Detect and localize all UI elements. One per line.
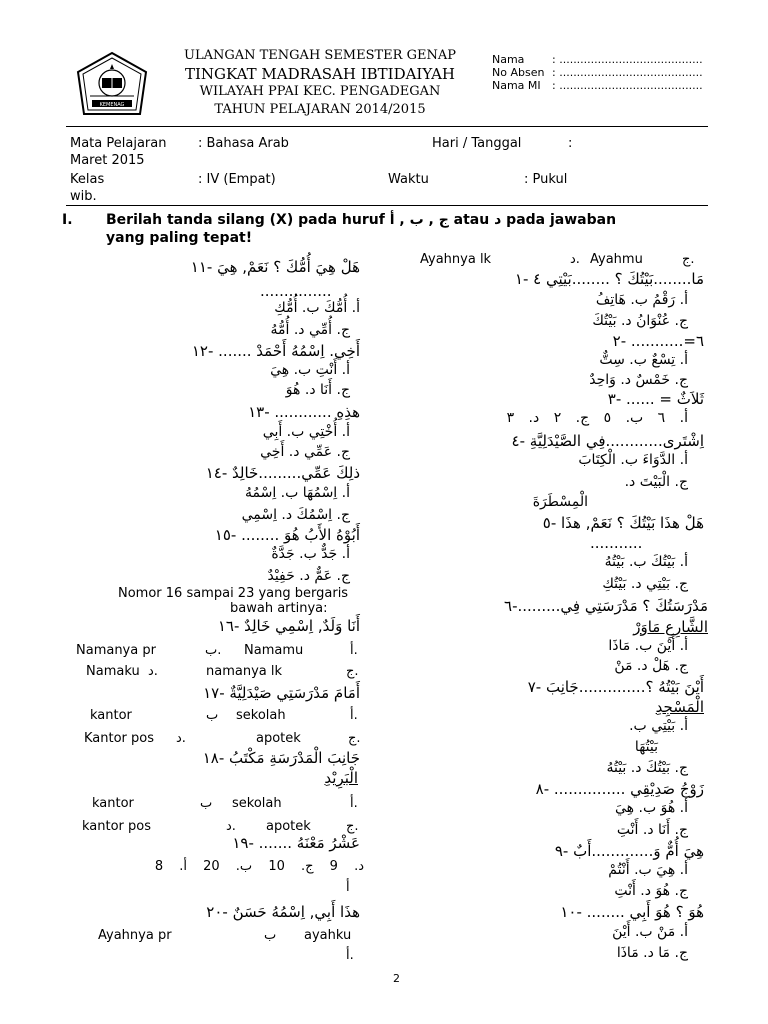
nomor-note-line2: bawah artinya: [230, 601, 328, 616]
q15-options-cd[interactable]: ج. عَمٌّ د. حَفِيْدٌ [267, 568, 350, 584]
q6-text: مَدْرَسَتُكَ ؟ مَدْرَسَتِي فِي.........-٦ [504, 597, 708, 615]
header-line3: WILAYAH PPAI KEC. PENGADEGAN [199, 84, 441, 99]
q14-text: ذلِكَ عَمِّي.........خَالِدٌ -١٤ [205, 464, 360, 482]
mapel-label: Mata Pelajaran [70, 136, 167, 151]
q18-option-c-label: ج. [346, 819, 359, 834]
kelas-value: : IV (Empat) [198, 172, 276, 187]
nama-mi-field[interactable]: : ......................................... [552, 79, 703, 92]
q12-options-cd[interactable]: ج. أَنَا د. هُوَ [285, 382, 350, 398]
q1-text: مَا........بَيْتُكَ ؟ ........بَيْتِي ٤ -١ [514, 270, 704, 288]
top-option-d-label: د. [570, 252, 580, 267]
hari-label: Hari / Tanggal [432, 136, 522, 151]
q15-text: أَبُوْهُ الأَبُ هُوَ ........ -١٥ [214, 526, 360, 544]
q5-options-ab[interactable]: أ. بَيْتُكَ ب. بَيْتُهُ [604, 554, 688, 570]
q13-options-ab[interactable]: أ. أُخْتِي ب. أَبِي [262, 424, 350, 440]
q20-option-b-label: ب [264, 928, 277, 943]
q20-option-a-text[interactable]: Ayahnya pr [98, 928, 172, 943]
q7-options-ab[interactable]: أ. بَيْتِي ب. [629, 718, 688, 734]
instruction-number: I. [62, 212, 73, 228]
q16-option-c-text[interactable]: namanya lk [206, 664, 283, 679]
kemenag-logo [74, 50, 150, 124]
q15-options-ab[interactable]: أ. جَدٌّ ب. جَدَّةٌ [271, 546, 350, 562]
no-absen-label: No Absen [492, 66, 545, 79]
q9-options-ab[interactable]: أ. هِيَ ب. أَنْتُمْ [608, 862, 688, 878]
logo-text: KEMENAG [99, 102, 125, 108]
q16-option-a-text[interactable]: Namanya pr [76, 643, 156, 658]
q20-option-a-label: أ. [346, 948, 354, 963]
q11-options-cd[interactable]: ج. أُمِّي د. أُمُّهُ [270, 322, 350, 338]
q17-option-d-text[interactable]: Kantor pos [84, 731, 155, 746]
top-option-c-label: ج. [682, 252, 695, 267]
q7-options-cd[interactable]: ج. بَيْتُكَ د. بَيْتُهُ [606, 760, 688, 776]
q16-option-b-text[interactable]: Namamu [244, 643, 304, 658]
q4-text: اِشْتَرى............فِي الصَّيْدَلِيَّةِ -٤ [511, 432, 704, 450]
nama-field[interactable]: : ......................................... [552, 53, 703, 66]
q17-option-a-text[interactable]: sekolah [236, 708, 286, 723]
q10-options-cd[interactable]: ج. مَا د. مَاذَا [616, 945, 688, 961]
q6-text-cont: الشَّارِعِ مَاوَرْ [633, 618, 708, 636]
q18-option-d-label: د. [226, 819, 236, 834]
q16-option-c-label: ج. [346, 664, 359, 679]
q6-options-ab[interactable]: أ. أَيْنَ ب. مَاذَا [608, 638, 688, 654]
q7-option-b[interactable]: بَيْتُهَا [634, 739, 658, 755]
nama-label: Nama [492, 53, 525, 66]
nama-mi-label: Nama MI [492, 79, 541, 92]
q12-options-ab[interactable]: أ. أَنْتِ ب. هِيَ [270, 362, 350, 378]
q5-options-cd[interactable]: ج. بَيْتِي د. بَيْتُكِ [602, 576, 688, 592]
q17-option-c-text[interactable]: apotek [256, 731, 301, 746]
meta-divider [66, 205, 708, 206]
q10-options-ab[interactable]: أ. مَنْ ب. أَيْنَ [612, 924, 688, 940]
q2-options-cd[interactable]: ج. خَمْسٌ د. وَاحِدٌ [589, 372, 688, 388]
pukul-value: : Pukul [524, 172, 568, 187]
mapel-value: : Bahasa Arab [198, 136, 289, 151]
q14-options-cd[interactable]: ج. اِسْمُكَ د. اِسْمِي [241, 507, 350, 523]
kelas-label: Kelas [70, 172, 105, 187]
q11-options-ab[interactable]: أ. أُمُّكَ ب. أُمُّكِ [274, 300, 360, 316]
header-line2: TINGKAT MADRASAH IBTIDAIYAH [184, 65, 456, 83]
q18-option-a-text[interactable]: sekolah [232, 796, 282, 811]
nomor-note-line1: Nomor 16 sampai 23 yang bergaris [118, 586, 349, 601]
q16-option-d-text[interactable]: Namaku [86, 664, 140, 679]
q3-options[interactable]: أ. ٦ ب. ٥ ج. ٢ د. ٣ [506, 410, 688, 426]
top-option-text[interactable]: Ayahnya lk [420, 252, 492, 267]
q18-option-b-label: ب [200, 796, 213, 811]
q3-text: ثَلاَثٌ = ...... -٣ [607, 390, 704, 408]
q17-option-c-label: ج. [348, 731, 361, 746]
q2-options-ab[interactable]: أ. تِسْعٌ ب. سِتٌّ [599, 352, 688, 368]
q14-options-ab[interactable]: أ. اِسْمُهَا ب. اِسْمُهُ [245, 485, 350, 501]
waktu-label: Waktu [388, 172, 429, 187]
q19-text: عَشْرُ مَعْنَهُ ....... -١٩ [232, 834, 360, 852]
q16-option-a-label: أ. [350, 643, 358, 658]
q1-options-cd[interactable]: ج. عُنْوَانُ د. بَيْتُكَ [592, 313, 688, 329]
q11-blank: ............... [260, 282, 332, 300]
q18-option-b-text[interactable]: kantor [92, 796, 134, 811]
q1-options-ab[interactable]: أ. رَقْمُ ب. هَاتِفُ [595, 292, 688, 308]
header-line4: TAHUN PELAJARAN 2014/2015 [214, 102, 426, 117]
q18-option-a-label: أ. [350, 796, 358, 811]
q12-text: أَخِي. اِسْمُهُ أَحْمَدْ ....... -١٢ [191, 342, 360, 360]
header-line1: ULANGAN TENGAH SEMESTER GENAP [184, 48, 456, 63]
q13-text: هذِهِ ............ -١٣ [248, 403, 360, 421]
no-absen-field[interactable]: : ......................................... [552, 66, 703, 79]
q19-options[interactable]: د. 9 ج. 10 ب. 20 أ. 8 [154, 859, 364, 874]
q16-text: أَنَا وَلَدٌ, اِسْمِي خَالِدٌ -١٦ [217, 617, 360, 635]
q17-option-b-label: ب [206, 708, 219, 723]
instruction-line1: Berilah tanda silang (X) pada huruf ج , ب , أ atau د pada jawaban [106, 212, 617, 228]
q7-text: أَيْنَ بَيْتُهُ ؟..............جَانِبَ -٧ [527, 678, 704, 696]
q18-text-cont: الْبَرِيْدِ [324, 769, 358, 787]
q17-option-d-label: د. [176, 731, 186, 746]
q8-options-cd[interactable]: ج. أَنَا د. أَنْتِ [616, 822, 688, 838]
q19-option-a-label: أ [346, 880, 350, 895]
q5-blank: ........... [590, 534, 643, 552]
q17-text: أَمَامَ مَدْرَسَتِي صَيْدَلِيَّةٌ -١٧ [203, 684, 360, 702]
q16-option-b-label: ب. [205, 643, 222, 658]
q10-text: هُوَ ؟ هُوَ أَبِي ........ -١٠ [560, 903, 704, 921]
q8-options-ab[interactable]: أ. هُوَ ب. هِيَ [615, 800, 688, 816]
q5-text: هَلْ هذَا بَيْتُكَ ؟ نَعَمْ, هذَا -٥ [542, 514, 704, 532]
q13-options-cd[interactable]: ج. عَمِّي د. أَخِي [260, 444, 350, 460]
q4-option-d[interactable]: الْمِسْطَرَةَ [532, 494, 588, 510]
wib: wib. [70, 189, 97, 204]
q20-option-b-text[interactable]: ayahku [304, 928, 352, 943]
instruction-line2: yang paling tepat! [106, 230, 253, 246]
q6-options-cd[interactable]: ج. هَلْ د. مَنْ [614, 658, 688, 674]
q20-text: هذَا أَبِي, اِسْمُهُ حَسَنٌ -٢٠ [206, 903, 360, 921]
q9-options-cd[interactable]: ج. هُوَ د. أَنْتِ [614, 883, 688, 899]
q17-option-a-label: أ. [350, 708, 358, 723]
q4-options-ab[interactable]: أ. الدَّوَاءَ ب. الْكِتَابَ [578, 452, 688, 468]
q9-text: هِيَ أُمٌّ وَ.............أَبٌ -٩ [554, 842, 704, 860]
q16-option-d-label: د. [148, 664, 158, 679]
q18-option-c-text[interactable]: apotek [266, 819, 311, 834]
q7-text-cont: الْمَسْجِدِ [655, 698, 704, 716]
q18-text: جَانِبَ الْمَدْرَسَةِ مَكْتَبُ -١٨ [202, 749, 360, 767]
hari-value: Maret 2015 [70, 153, 145, 168]
q2-text: ٦=........... -٢ [612, 332, 704, 350]
q18-option-d-text[interactable]: kantor pos [82, 819, 152, 834]
q11-text: هَلْ هِيَ أُمُّكَ ؟ نَعَمْ, هِيَ -١١ [190, 258, 360, 276]
header-divider [66, 126, 708, 127]
q8-text: زَوْجُ صَدِيْقِي ............... -٨ [535, 780, 704, 798]
q4-options-c[interactable]: ج. الْبَيْتَ د. [624, 474, 688, 490]
top-option-d-text[interactable]: Ayahmu [590, 252, 643, 267]
q17-option-b-text[interactable]: kantor [90, 708, 132, 723]
hari-colon: : [568, 136, 573, 151]
page-number: 2 [393, 972, 400, 985]
